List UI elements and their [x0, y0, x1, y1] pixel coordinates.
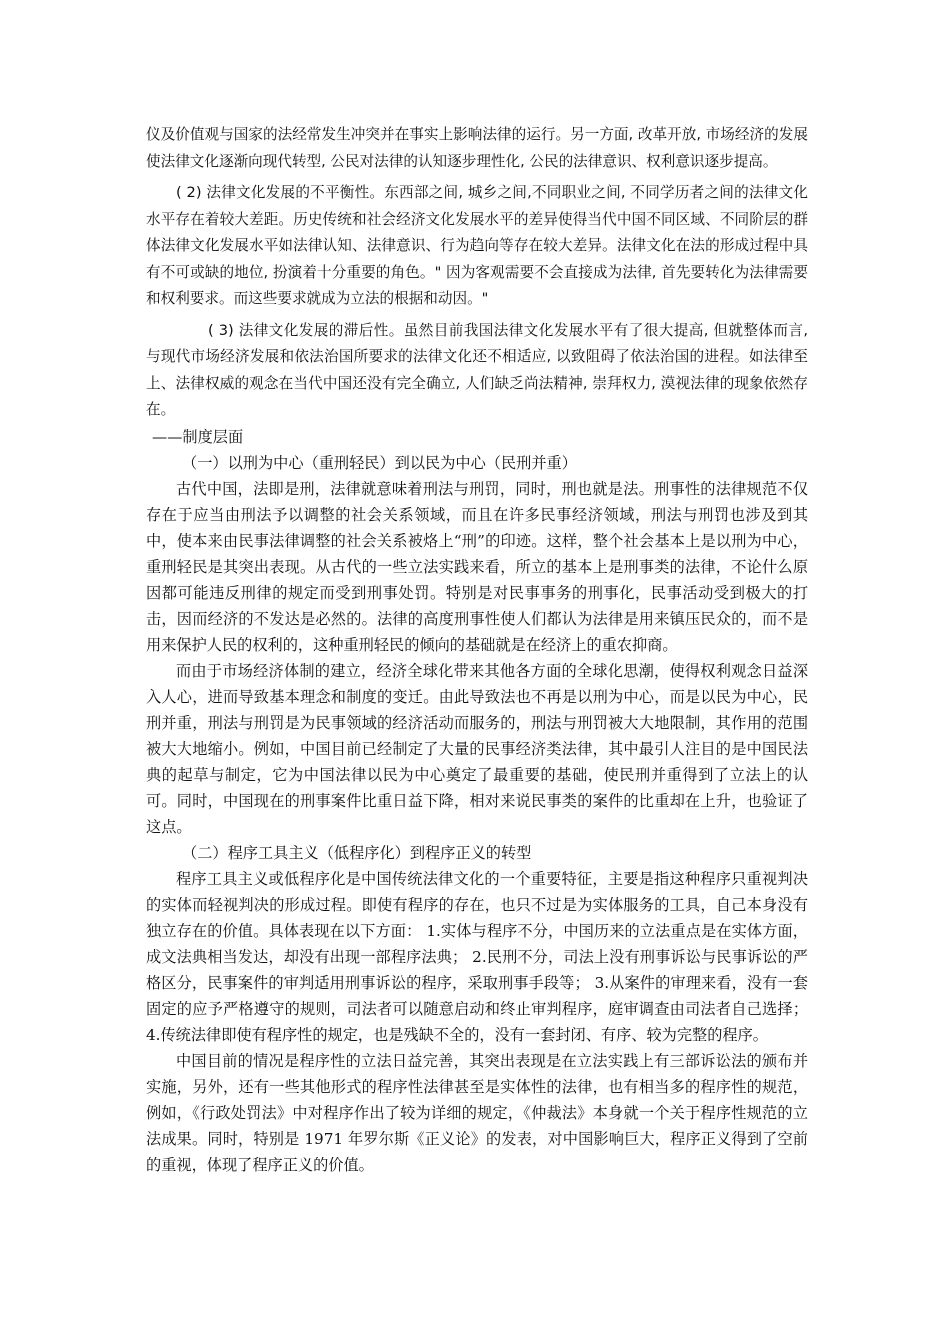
paragraph-market-economy: 而由于市场经济体制的建立，经济全球化带来其他各方面的全球化思潮，使得权利观念日益深入人心，进而导致基本理念和制度的变迁。由此导致法也不再是以刑为中心，而是以民为中心，民刑并重，刑法与刑罚是为民事领域的经济活动而服务的，刑法与刑罚被大大地限制，其作用的范围被大大地缩小。例如，中国目前已经制定了大量的民事经济类法律，其中最引人注目的是中国民法典的起草与制定，它为中国法律以民为中心奠定了最重要的基础，使民刑并重得到了立法上的认可。同时，中国现在的刑事案件比重日益下降，相对来说民事类的案件的比重却在上升，也验证了这点。	[146, 661, 808, 836]
paragraph-current-situation: 中国目前的情况是程序性的立法日益完善，其突出表现是在立法实践上有三部诉讼法的颁布并实施，另外，还有一些其他形式的程序性法律甚至是实体性的法律，也有相当多的程序性的规范，例如，《行政处罚法》中对程序作出了较为详细的规定，《仲裁法》本身就一个关于程序性规范的立法成果。同时，特别是 1971 年罗尔斯《正义论》的发表，对中国影响巨大，程序正义得到了空前的重视，体现了程序正义的价值。	[146, 1051, 808, 1174]
paragraph-continuation: 仪及价值观与国家的法经常发生冲突并在事实上影响法律的运行。另一方面, 改革开放, 市场经济的发展使法律文化逐渐向现代转型, 公民对法律的认知逐步理性化, 公民的法律意识、权利意识逐步提高。	[146, 126, 808, 170]
subheading-criminal-to-civil: （一）以刑为中心（重刑轻民）到以民为中心（民刑并重）	[182, 453, 577, 472]
document-page	[146, 122, 808, 1178]
paragraph-imbalance: ( 2) 法律文化发展的不平衡性。东西部之间, 城乡之间,不同职业之间, 不同学历者之间的法律文化水平存在着较大差距。历史传统和社会经济文化发展水平的差异使得当代中国不同区域、不同阶层的群体法律文化发展水平如法律认知、法律意识、行为趋向等存在较大差异。法律文化在法的形成过程中具有不可或缺的地位, 扮演着十分重要的角色。" 因为客观需要不会直接成为法律, 首先要转化为法律需要和权利要求。而这些要求就成为立法的根据和动因。"	[146, 184, 808, 307]
paragraph-procedure-instrumentalism: 程序工具主义或低程序化是中国传统法律文化的一个重要特征，主要是指这种程序只重视判决的实体而轻视判决的形成过程。即使有程序的存在，也只不过是为实体服务的工具，自己本身没有独立存在的价值。具体表现在以下方面： 1.实体与程序不分，中国历来的立法重点是在实体方面，成文法典相当发达，却没有出现一部程序法典； 2.民刑不分，司法上没有刑事诉讼与民事诉讼的严格区分，民事案件的审判适用刑事诉讼的程序，采取刑事手段等； 3.从案件的审理来看，没有一套固定的应予严格遵守的规则，司法者可以随意启动和终止审判程序，庭审调查由司法者自己选择； 4.传统法律即使有程序性的规定，也是残缺不全的，没有一套封闭、有序、较为完整的程序。	[146, 869, 808, 1044]
section-heading-institution: ——制度层面	[152, 427, 244, 446]
subheading-procedural-justice: （二）程序工具主义（低程序化）到程序正义的转型	[182, 843, 532, 862]
paragraph-lag: ( 3) 法律文化发展的滞后性。虽然目前我国法律文化发展水平有了很大提高, 但就整体而言, 与现代市场经济发展和依法治国所要求的法律文化还不相适应, 以致阻碍了依法治国的进程。如法律至上、法律权威的观念在当代中国还没有完全确立, 人们缺乏尚法精神, 崇拜权力, 漠视法律的现象依然存在。	[146, 321, 808, 418]
paragraph-ancient-china: 古代中国，法即是刑，法律就意味着刑法与刑罚，同时，刑也就是法。刑事性的法律规范不仅存在于应当由刑法予以调整的社会关系领域，而且在许多民事经济领域，刑法与刑罚也涉及到其中，使本来由民事法律调整的社会关系被烙上“刑”的印迹。这样，整个社会基本上是以刑为中心，重刑轻民是其突出表现。从古代的一些立法实践来看，所立的基本上是刑事类的法律，不论什么原因都可能违反刑律的规定而受到刑事处罚。特别是对民事事务的刑事化，民事活动受到极大的打击，因而经济的不发达是必然的。法律的高度刑事性使人们都认为法律是用来镇压民众的，而不是用来保护人民的权利的，这种重刑轻民的倾向的基础就是在经济上的重农抑商。	[146, 479, 808, 654]
